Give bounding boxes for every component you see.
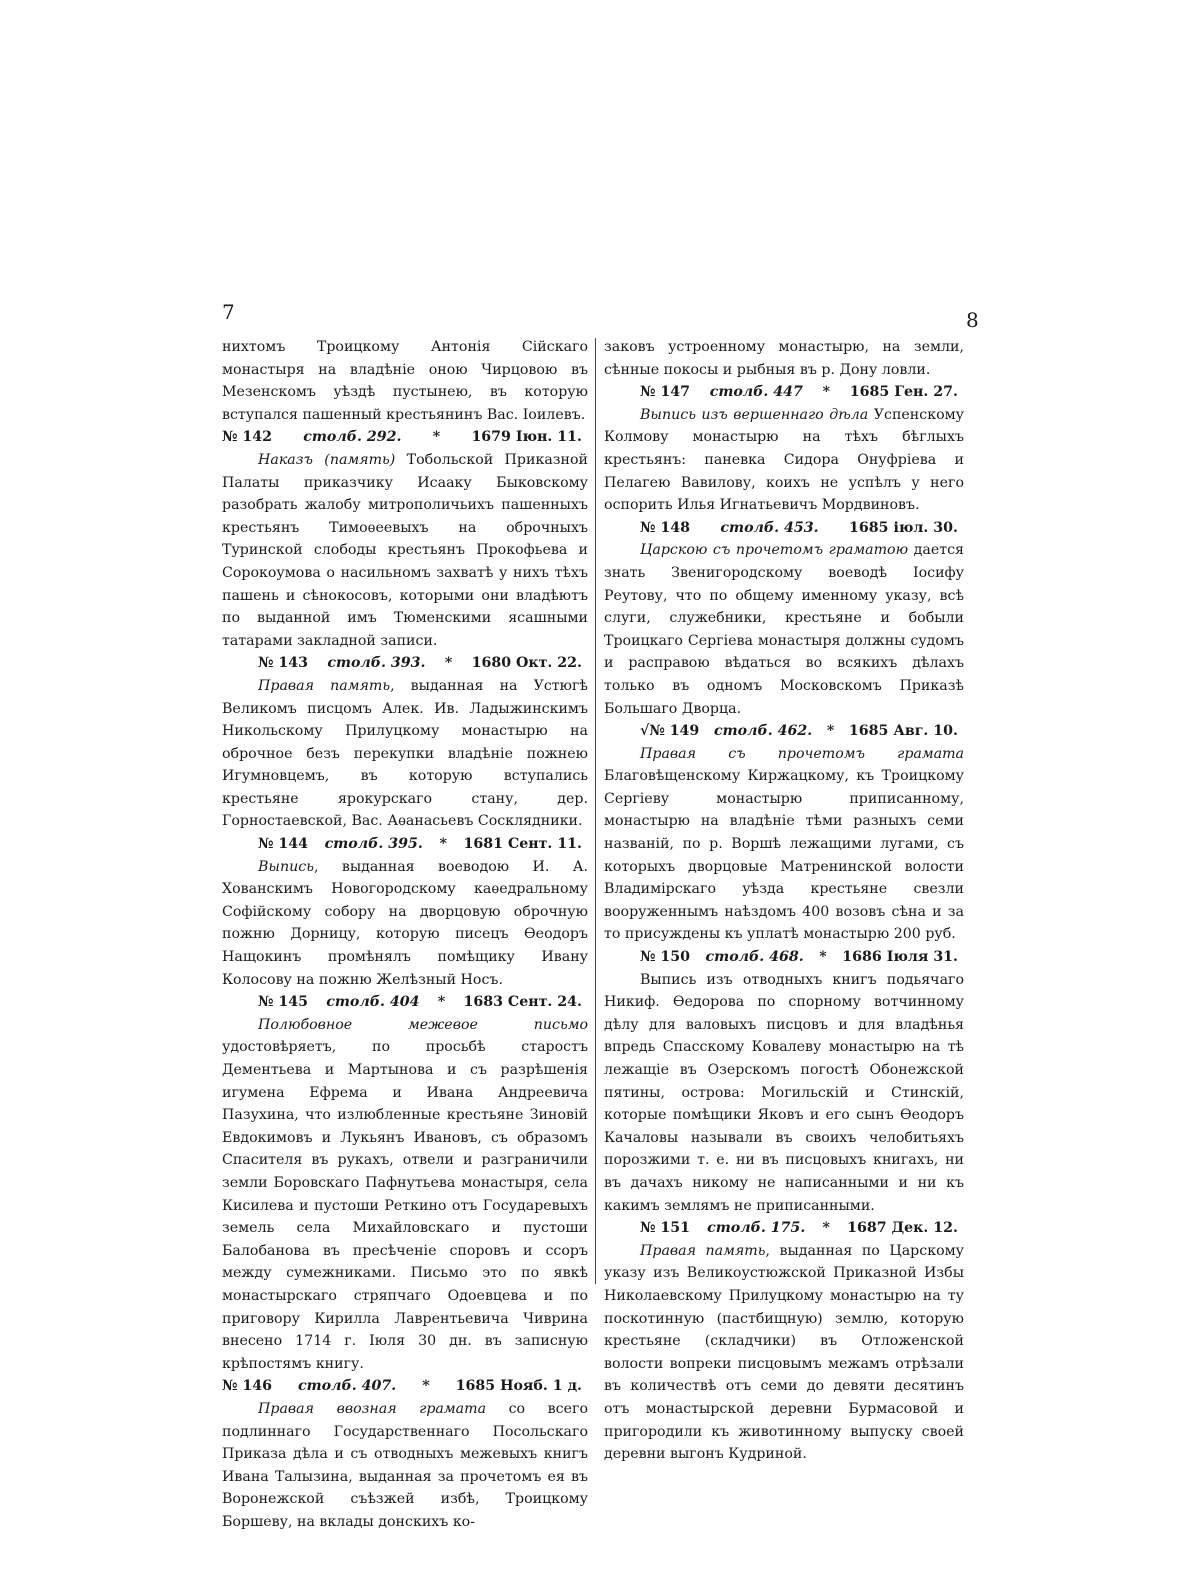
entry-doctype: Правая ввозная грамата bbox=[258, 1400, 487, 1417]
entry-star: * bbox=[819, 949, 827, 966]
column-divider bbox=[595, 338, 596, 1284]
entry-heading bbox=[222, 991, 588, 1014]
entry-stolbets: столб. 395. bbox=[324, 836, 423, 853]
entry-doctype: Выпись bbox=[258, 858, 314, 875]
entry-stolbets: столб. 468. bbox=[705, 949, 804, 966]
entry-148 bbox=[604, 517, 964, 720]
entry-heading bbox=[222, 1375, 588, 1398]
entry-doctype: Царскою съ прочетомъ граматою bbox=[640, 542, 909, 559]
entry-body bbox=[604, 539, 964, 720]
entry-heading bbox=[604, 381, 964, 404]
entry-146 bbox=[222, 1375, 588, 1533]
entry-text: Выпись изъ отводныхъ книгъ подьячаго Никиф. Ѳедорова по спорному вотчинному дѣлу для валовыхъ писцовъ и для владѣнья впредь Спасскому Ковалеву монастырю на тѣ лежащіе въ Озерскомъ погостѣ Обонежской пятины, острова: Могильскій и Стинскій, которые помѣщики Яковъ и его сынъ Ѳеодоръ Качаловы называли въ своихъ челобитьяхъ порозжими т. е. ни въ писцовыхъ книгахъ, ни въ дачахъ никому не написанными и ни къ какимъ землямъ не приписанными. bbox=[604, 971, 964, 1214]
entry-143 bbox=[222, 652, 588, 833]
entry-151 bbox=[604, 1217, 964, 1466]
entry-number: № 145 bbox=[258, 994, 308, 1011]
entry-heading bbox=[604, 517, 964, 540]
entry-stolbets: столб. 462. bbox=[713, 723, 813, 740]
entry-star: * bbox=[437, 994, 446, 1011]
entry-number: № 144 bbox=[258, 836, 308, 853]
entry-text: Тобольской Приказной Палаты приказчику Исааку Быковскому разобрать жалобу митрополичьихъ пашенныхъ крестьянъ Тимоѳеевыхъ на оброчныхъ Туринской слободы крестьянъ Прокофьева и Сорокоумова о насильномъ захватѣ у нихъ тѣхъ пашень и сѣнокосовъ, которыми они владѣютъ по выданной имъ Тюменскими ясашными татарами закладной записи. bbox=[222, 451, 588, 649]
page-number-left: 7 bbox=[222, 300, 235, 324]
entry-text: Благовѣщенскому Киржацкому, къ Троицкому Сергіеву монастырю приписанному, монастырю на владѣніе тѣми разныхъ семи названій, по р. Воршѣ лежащими лугами, съ которыхъ дворцовые Матренинской волости Владимірскаго уѣзда крестьяне свезли вооруженнымъ наѣздомъ 400 возовъ сѣна и за то присуждены къ уплатѣ монастырю 200 руб. bbox=[604, 768, 964, 943]
entry-heading bbox=[604, 1217, 964, 1240]
entry-142 bbox=[222, 426, 588, 652]
entry-stolbets: столб. 404 bbox=[326, 994, 420, 1011]
entry-number: № 142 bbox=[222, 429, 272, 446]
entry-body bbox=[222, 856, 588, 992]
entry-stolbets: столб. 407. bbox=[298, 1378, 397, 1395]
entry-147 bbox=[604, 381, 964, 517]
entry-body bbox=[222, 675, 588, 833]
entry-stolbets: столб. 292. bbox=[303, 429, 402, 446]
entry-doctype: Правая съ прочетомъ грамата bbox=[640, 745, 964, 762]
entry-date: 1683 Сент. 24. bbox=[463, 994, 582, 1011]
entry-149 bbox=[604, 720, 964, 946]
entry-number: № 148 bbox=[640, 519, 690, 536]
entry-date: 1685 Нояб. 1 д. bbox=[455, 1378, 582, 1395]
entry-date: 1685 Ген. 27. bbox=[849, 384, 958, 401]
entry-stolbets: столб. 453. bbox=[720, 519, 819, 536]
entry-doctype: Правая память bbox=[640, 1242, 766, 1259]
entry-date: 1685 Авг. 10. bbox=[848, 723, 958, 740]
entry-star: * bbox=[444, 655, 453, 672]
entry-text: удостовѣряетъ, по просьбѣ старостъ Дементьева и Мартынова и съ разрѣшенія игумена Ефрема и Ивана Андреевича Пазухина, что излюбленные крестьяне Зиновій Евдокимовъ и Лукьянъ Ивановъ, съ образомъ Спасителя въ рукахъ, отвели и разграничили земли Боровскаго Пафнутьева монастыря, села Кисилева и пустоши Реткино отъ Государевыхъ земель села Михайловскаго и пустоши Балобанова въ пресѣченіе споровъ и ссоръ между сумежниками. Письмо это по явкѣ монастырскаго стряпчаго Одоевцева и по приговору Кирилла Лаврентьевича Чиврина внесено 1714 г. Іюля 30 дн. въ записную крѣпостямъ книгу. bbox=[222, 1039, 588, 1372]
entry-144 bbox=[222, 833, 588, 991]
entry-doctype: Выпись изъ вершеннаго дѣла bbox=[640, 406, 869, 423]
entry-date: 1686 Іюля 31. bbox=[842, 949, 958, 966]
continuation-entry bbox=[222, 336, 588, 426]
page-number-right: 8 bbox=[966, 308, 979, 332]
entry-stolbets: столб. 175. bbox=[707, 1220, 806, 1237]
entry-number: № 143 bbox=[258, 655, 308, 672]
entry-stolbets: столб. 447 bbox=[709, 384, 803, 401]
entry-heading bbox=[604, 946, 964, 969]
continuation-entry bbox=[604, 336, 964, 381]
entry-heading bbox=[222, 426, 588, 449]
entry-text: со всего подлиннаго Государственнаго Посольскаго Приказа дѣла и съ отводныхъ межевыхъ книгъ Ивана Талызина, выданная за прочетомъ ея въ Воронежской съѣзжей избѣ, Троицкому Боршеву, на вклады донскихъ ко- bbox=[222, 1400, 588, 1530]
entry-body bbox=[222, 1014, 588, 1376]
entry-body bbox=[604, 969, 964, 1218]
entry-body bbox=[604, 743, 964, 946]
entry-doctype: Правая память bbox=[258, 677, 391, 694]
entry-number: № 147 bbox=[640, 384, 690, 401]
entry-star: * bbox=[822, 1220, 830, 1237]
entry-body bbox=[222, 1398, 588, 1534]
entry-heading bbox=[604, 720, 964, 743]
entry-number: √№ 149 bbox=[640, 723, 700, 740]
entry-star: * bbox=[826, 723, 835, 740]
entry-star: * bbox=[439, 836, 447, 853]
entry-text: Успенскому Колмову монастырю на тѣхъ бѣглыхъ крестьянъ: паневка Сидора Онуфріева и Пелагею Вавилову, коихъ не успѣлъ у него оспорить Илья Игнатьевичъ Мордвиновъ. bbox=[604, 406, 964, 514]
entry-text: нихтомъ Троицкому Антонія Сійскаго монастыря на владѣніе оною Чирцовою въ Мезенскомъ уѣздѣ пустынею, въ которую вступался пашенный крестьянинъ Вас. Іоилевъ. bbox=[222, 339, 588, 423]
entry-date: 1679 Іюн. 11. bbox=[471, 429, 582, 446]
entry-star: * bbox=[822, 384, 831, 401]
entry-heading bbox=[222, 833, 588, 856]
entry-145 bbox=[222, 991, 588, 1375]
entry-heading bbox=[222, 652, 588, 675]
entry-text: заковъ устроенному монастырю, на земли, сѣнные покосы и рыбныя въ р. Дону ловли. bbox=[604, 339, 964, 378]
entry-date: 1685 іюл. 30. bbox=[849, 519, 958, 536]
entry-date: 1687 Дек. 12. bbox=[847, 1220, 958, 1237]
entry-text: , выданная воеводою И. А. Хованскимъ Новогородскому каѳедральному Софійскому собору на дворцовую оброчную пожню Дорницу, которую писецъ Ѳеодоръ Нащокинъ промѣнялъ помѣщику Ивану Колосову на пожню Желѣзный Носъ. bbox=[222, 858, 588, 988]
entry-date: 1680 Окт. 22. bbox=[471, 655, 582, 672]
entry-body bbox=[222, 449, 588, 652]
entry-star: * bbox=[432, 429, 441, 446]
entry-date: 1681 Сент. 11. bbox=[463, 836, 582, 853]
entry-doctype: Полюбовное межевое письмо bbox=[258, 1016, 588, 1033]
entry-text: дается знать Звенигородскому воеводѣ Іосифу Реутову, что по общему именному указу, всѣ слуги, служебники, крестьяне и бобыли Троицкаго Сергіева монастыря должны судомъ и расправою вѣдаться во всякихъ дѣлахъ только въ одномъ Московскомъ Приказѣ Большаго Дворца. bbox=[604, 542, 964, 717]
entry-150 bbox=[604, 946, 964, 1217]
right-column bbox=[604, 336, 964, 1466]
entry-body bbox=[604, 404, 964, 517]
entry-number: № 150 bbox=[640, 949, 690, 966]
entry-number: № 146 bbox=[222, 1378, 272, 1395]
entry-text: , выданная по Царскому указу изъ Великоустюжской Приказной Избы Николаевскому Прилуцкому монастырю на ту поскотинную (пастбищную) землю, которую крестьяне (складчики) въ Отложенской волости вопреки писцовымъ межамъ отрѣзали въ количествѣ отъ семи до девяти десятинъ отъ монастырской деревни Бурмасовой и пригородили къ животинному выпуску своей деревни выгонъ Кудриной. bbox=[604, 1242, 965, 1463]
entry-star: * bbox=[422, 1378, 430, 1395]
entry-stolbets: столб. 393. bbox=[327, 655, 426, 672]
entry-body bbox=[604, 1240, 964, 1466]
entry-text: , выданная на Устюгѣ Великомъ писцомъ Алек. Ив. Ладыжинскимъ Никольскому Прилуцкому монастырю на оброчное безъ перекупки владѣніе пожнею Игумновцемъ, въ которую вступались крестьяне ярокурскаго стану, дер. Горностаевской, Вас. Аѳанасьевъ Сосклядники. bbox=[222, 677, 588, 830]
left-column bbox=[222, 336, 588, 1533]
entry-doctype: Наказъ (память) bbox=[258, 451, 396, 468]
entry-number: № 151 bbox=[640, 1220, 690, 1237]
